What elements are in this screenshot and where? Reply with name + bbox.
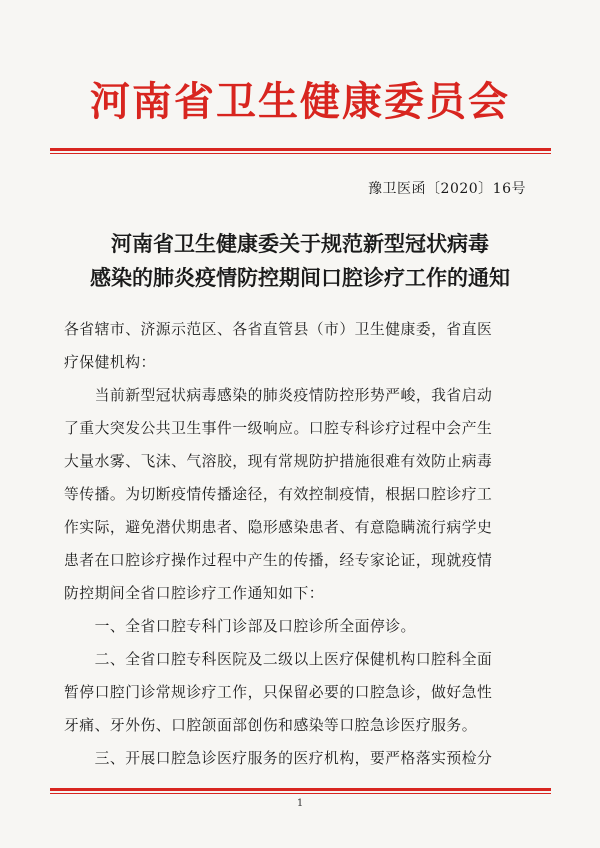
document-title-line-1: 河南省卫生健康委关于规范新型冠状病毒 xyxy=(111,231,489,256)
body-line: 疗保健机构： xyxy=(64,354,156,371)
body-line: 当前新型冠状病毒感染的肺炎疫情防控形势严峻，我省启动 xyxy=(64,387,493,404)
body-line: 暂停口腔门诊常规诊疗工作，只保留必要的口腔急诊，做好急性 xyxy=(64,684,493,701)
body-line: 二、全省口腔专科医院及二级以上医疗保健机构口腔科全面 xyxy=(64,651,493,668)
body-line: 一、全省口腔专科门诊部及口腔诊所全面停诊。 xyxy=(64,618,416,635)
body-line: 各省辖市、济源示范区、各省直管县（市）卫生健康委，省直医 xyxy=(64,321,493,338)
body-line: 作实际，避免潜伏期患者、隐形感染患者、有意隐瞒流行病学史 xyxy=(64,519,493,536)
body-line: 防控期间全省口腔诊疗工作通知如下： xyxy=(64,585,325,602)
document-title-line-2: 感染的肺炎疫情防控期间口腔诊疗工作的通知 xyxy=(90,265,510,290)
header-rule-thin xyxy=(50,153,551,154)
body-line: 了重大突发公共卫生事件一级响应。口腔专科诊疗过程中会产生 xyxy=(64,420,493,437)
body-line: 等传播。为切断疫情传播途径，有效控制疫情，根据口腔诊疗工 xyxy=(64,486,493,503)
body-line: 三、开展口腔急诊医疗服务的医疗机构，要严格落实预检分 xyxy=(64,750,493,767)
header-rule-thick xyxy=(50,148,551,151)
body-line: 牙痛、牙外伤、口腔颌面部创伤和感染等口腔急诊医疗服务。 xyxy=(64,717,478,734)
body-line: 患者在口腔诊疗操作过程中产生的传播，经专家论证，现就疫情 xyxy=(64,552,493,569)
footer-rule-thin xyxy=(50,793,551,794)
footer-rule-thick xyxy=(50,788,551,791)
document-number: 豫卫医函〔2020〕16号 xyxy=(368,181,526,197)
issuer-header: 河南省卫生健康委员会 xyxy=(90,78,510,125)
page-number: 1 xyxy=(296,798,304,809)
body-line: 大量水雾、飞沫、气溶胶，现有常规防护措施很难有效防止病毒 xyxy=(64,453,493,470)
